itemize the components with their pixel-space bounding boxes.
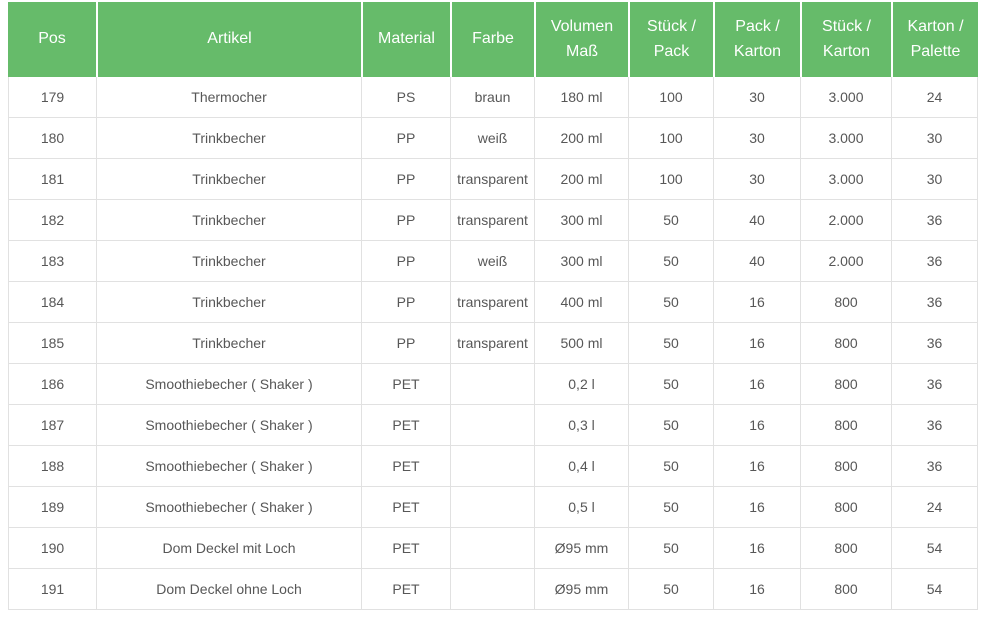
column-header-artikel: Artikel bbox=[96, 2, 361, 77]
cell-karton-palette: 36 bbox=[891, 200, 978, 241]
table-row bbox=[8, 405, 978, 446]
cell-stueck-karton: 800 bbox=[800, 364, 891, 405]
cell-material: PP bbox=[361, 241, 450, 282]
column-header-stueck-karton: Stück / Karton bbox=[800, 2, 891, 77]
cell-karton-palette: 36 bbox=[891, 323, 978, 364]
cell-stueck-karton: 800 bbox=[800, 569, 891, 610]
cell-stueck-karton: 2.000 bbox=[800, 200, 891, 241]
product-spec-table bbox=[8, 2, 978, 610]
table-row bbox=[8, 364, 978, 405]
cell-stueck-pack: 100 bbox=[628, 118, 713, 159]
cell-artikel: Trinkbecher bbox=[96, 118, 361, 159]
cell-artikel: Smoothiebecher ( Shaker ) bbox=[96, 364, 361, 405]
cell-artikel: Trinkbecher bbox=[96, 159, 361, 200]
cell-material: PET bbox=[361, 528, 450, 569]
table-row bbox=[8, 77, 978, 118]
cell-pack-karton: 16 bbox=[713, 487, 800, 528]
cell-artikel: Smoothiebecher ( Shaker ) bbox=[96, 405, 361, 446]
cell-pack-karton: 16 bbox=[713, 569, 800, 610]
cell-volumen-mass: 400 ml bbox=[534, 282, 628, 323]
cell-artikel: Smoothiebecher ( Shaker ) bbox=[96, 487, 361, 528]
cell-stueck-pack: 50 bbox=[628, 364, 713, 405]
cell-artikel: Trinkbecher bbox=[96, 200, 361, 241]
cell-material: PP bbox=[361, 118, 450, 159]
cell-stueck-pack: 50 bbox=[628, 446, 713, 487]
cell-karton-palette: 54 bbox=[891, 569, 978, 610]
cell-stueck-karton: 2.000 bbox=[800, 241, 891, 282]
cell-pack-karton: 16 bbox=[713, 323, 800, 364]
cell-pos: 185 bbox=[8, 323, 96, 364]
cell-stueck-karton: 800 bbox=[800, 323, 891, 364]
cell-pos: 190 bbox=[8, 528, 96, 569]
cell-stueck-karton: 3.000 bbox=[800, 118, 891, 159]
cell-farbe: transparent bbox=[450, 323, 534, 364]
cell-volumen-mass: 200 ml bbox=[534, 118, 628, 159]
cell-stueck-karton: 3.000 bbox=[800, 159, 891, 200]
cell-stueck-pack: 50 bbox=[628, 323, 713, 364]
cell-artikel: Smoothiebecher ( Shaker ) bbox=[96, 446, 361, 487]
cell-pos: 179 bbox=[8, 77, 96, 118]
cell-karton-palette: 36 bbox=[891, 364, 978, 405]
cell-pos: 186 bbox=[8, 364, 96, 405]
cell-artikel: Dom Deckel ohne Loch bbox=[96, 569, 361, 610]
cell-material: PP bbox=[361, 200, 450, 241]
cell-karton-palette: 24 bbox=[891, 487, 978, 528]
cell-stueck-pack: 50 bbox=[628, 487, 713, 528]
cell-artikel: Trinkbecher bbox=[96, 282, 361, 323]
cell-artikel: Dom Deckel mit Loch bbox=[96, 528, 361, 569]
cell-karton-palette: 36 bbox=[891, 405, 978, 446]
cell-farbe: weiß bbox=[450, 241, 534, 282]
cell-farbe: weiß bbox=[450, 118, 534, 159]
column-header-pack-karton: Pack / Karton bbox=[713, 2, 800, 77]
cell-stueck-pack: 50 bbox=[628, 405, 713, 446]
cell-artikel: Thermocher bbox=[96, 77, 361, 118]
table-header bbox=[8, 2, 978, 77]
cell-karton-palette: 36 bbox=[891, 241, 978, 282]
cell-karton-palette: 30 bbox=[891, 118, 978, 159]
cell-stueck-pack: 50 bbox=[628, 569, 713, 610]
table-header-row bbox=[8, 2, 978, 77]
cell-farbe: transparent bbox=[450, 282, 534, 323]
cell-material: PET bbox=[361, 569, 450, 610]
cell-pos: 181 bbox=[8, 159, 96, 200]
cell-karton-palette: 24 bbox=[891, 77, 978, 118]
table-row bbox=[8, 569, 978, 610]
cell-material: PP bbox=[361, 282, 450, 323]
cell-stueck-karton: 800 bbox=[800, 282, 891, 323]
cell-volumen-mass: 180 ml bbox=[534, 77, 628, 118]
cell-pos: 183 bbox=[8, 241, 96, 282]
cell-material: PET bbox=[361, 446, 450, 487]
cell-farbe bbox=[450, 487, 534, 528]
cell-pos: 182 bbox=[8, 200, 96, 241]
cell-karton-palette: 36 bbox=[891, 446, 978, 487]
cell-volumen-mass: Ø95 mm bbox=[534, 528, 628, 569]
cell-farbe: transparent bbox=[450, 159, 534, 200]
cell-pack-karton: 16 bbox=[713, 405, 800, 446]
cell-material: PET bbox=[361, 487, 450, 528]
table-row bbox=[8, 487, 978, 528]
cell-stueck-pack: 100 bbox=[628, 159, 713, 200]
cell-farbe bbox=[450, 446, 534, 487]
cell-farbe: braun bbox=[450, 77, 534, 118]
column-header-farbe: Farbe bbox=[450, 2, 534, 77]
cell-stueck-pack: 50 bbox=[628, 528, 713, 569]
cell-material: PP bbox=[361, 323, 450, 364]
cell-volumen-mass: 300 ml bbox=[534, 200, 628, 241]
cell-material: PET bbox=[361, 405, 450, 446]
cell-volumen-mass: 0,2 l bbox=[534, 364, 628, 405]
cell-farbe bbox=[450, 528, 534, 569]
cell-stueck-karton: 800 bbox=[800, 405, 891, 446]
cell-pack-karton: 30 bbox=[713, 118, 800, 159]
table-row bbox=[8, 446, 978, 487]
cell-stueck-karton: 800 bbox=[800, 487, 891, 528]
cell-karton-palette: 54 bbox=[891, 528, 978, 569]
cell-volumen-mass: 0,3 l bbox=[534, 405, 628, 446]
cell-stueck-karton: 800 bbox=[800, 528, 891, 569]
cell-pack-karton: 16 bbox=[713, 446, 800, 487]
cell-artikel: Trinkbecher bbox=[96, 323, 361, 364]
cell-pos: 189 bbox=[8, 487, 96, 528]
cell-volumen-mass: 200 ml bbox=[534, 159, 628, 200]
table-row bbox=[8, 159, 978, 200]
cell-pack-karton: 30 bbox=[713, 159, 800, 200]
cell-material: PET bbox=[361, 364, 450, 405]
column-header-stueck-pack: Stück / Pack bbox=[628, 2, 713, 77]
cell-volumen-mass: 0,5 l bbox=[534, 487, 628, 528]
cell-volumen-mass: 300 ml bbox=[534, 241, 628, 282]
column-header-karton-palette: Karton / Palette bbox=[891, 2, 978, 77]
cell-farbe: transparent bbox=[450, 200, 534, 241]
cell-material: PP bbox=[361, 159, 450, 200]
cell-pack-karton: 16 bbox=[713, 528, 800, 569]
cell-stueck-pack: 50 bbox=[628, 282, 713, 323]
table-row bbox=[8, 200, 978, 241]
cell-farbe bbox=[450, 405, 534, 446]
table-row bbox=[8, 323, 978, 364]
cell-pack-karton: 16 bbox=[713, 364, 800, 405]
cell-volumen-mass: 500 ml bbox=[534, 323, 628, 364]
cell-volumen-mass: 0,4 l bbox=[534, 446, 628, 487]
cell-farbe bbox=[450, 364, 534, 405]
column-header-volumen-mass: Volumen Maß bbox=[534, 2, 628, 77]
cell-stueck-karton: 800 bbox=[800, 446, 891, 487]
cell-pos: 191 bbox=[8, 569, 96, 610]
cell-volumen-mass: Ø95 mm bbox=[534, 569, 628, 610]
cell-stueck-karton: 3.000 bbox=[800, 77, 891, 118]
cell-karton-palette: 30 bbox=[891, 159, 978, 200]
cell-artikel: Trinkbecher bbox=[96, 241, 361, 282]
cell-pack-karton: 30 bbox=[713, 77, 800, 118]
cell-stueck-pack: 50 bbox=[628, 241, 713, 282]
table-row bbox=[8, 528, 978, 569]
cell-pack-karton: 40 bbox=[713, 241, 800, 282]
table-row bbox=[8, 241, 978, 282]
cell-pack-karton: 40 bbox=[713, 200, 800, 241]
cell-pos: 180 bbox=[8, 118, 96, 159]
table-row bbox=[8, 118, 978, 159]
cell-material: PS bbox=[361, 77, 450, 118]
cell-stueck-pack: 50 bbox=[628, 200, 713, 241]
cell-karton-palette: 36 bbox=[891, 282, 978, 323]
cell-pos: 187 bbox=[8, 405, 96, 446]
cell-pos: 188 bbox=[8, 446, 96, 487]
table-body bbox=[8, 77, 978, 610]
table-row bbox=[8, 282, 978, 323]
cell-farbe bbox=[450, 569, 534, 610]
column-header-material: Material bbox=[361, 2, 450, 77]
cell-stueck-pack: 100 bbox=[628, 77, 713, 118]
cell-pos: 184 bbox=[8, 282, 96, 323]
cell-pack-karton: 16 bbox=[713, 282, 800, 323]
column-header-pos: Pos bbox=[8, 2, 96, 77]
